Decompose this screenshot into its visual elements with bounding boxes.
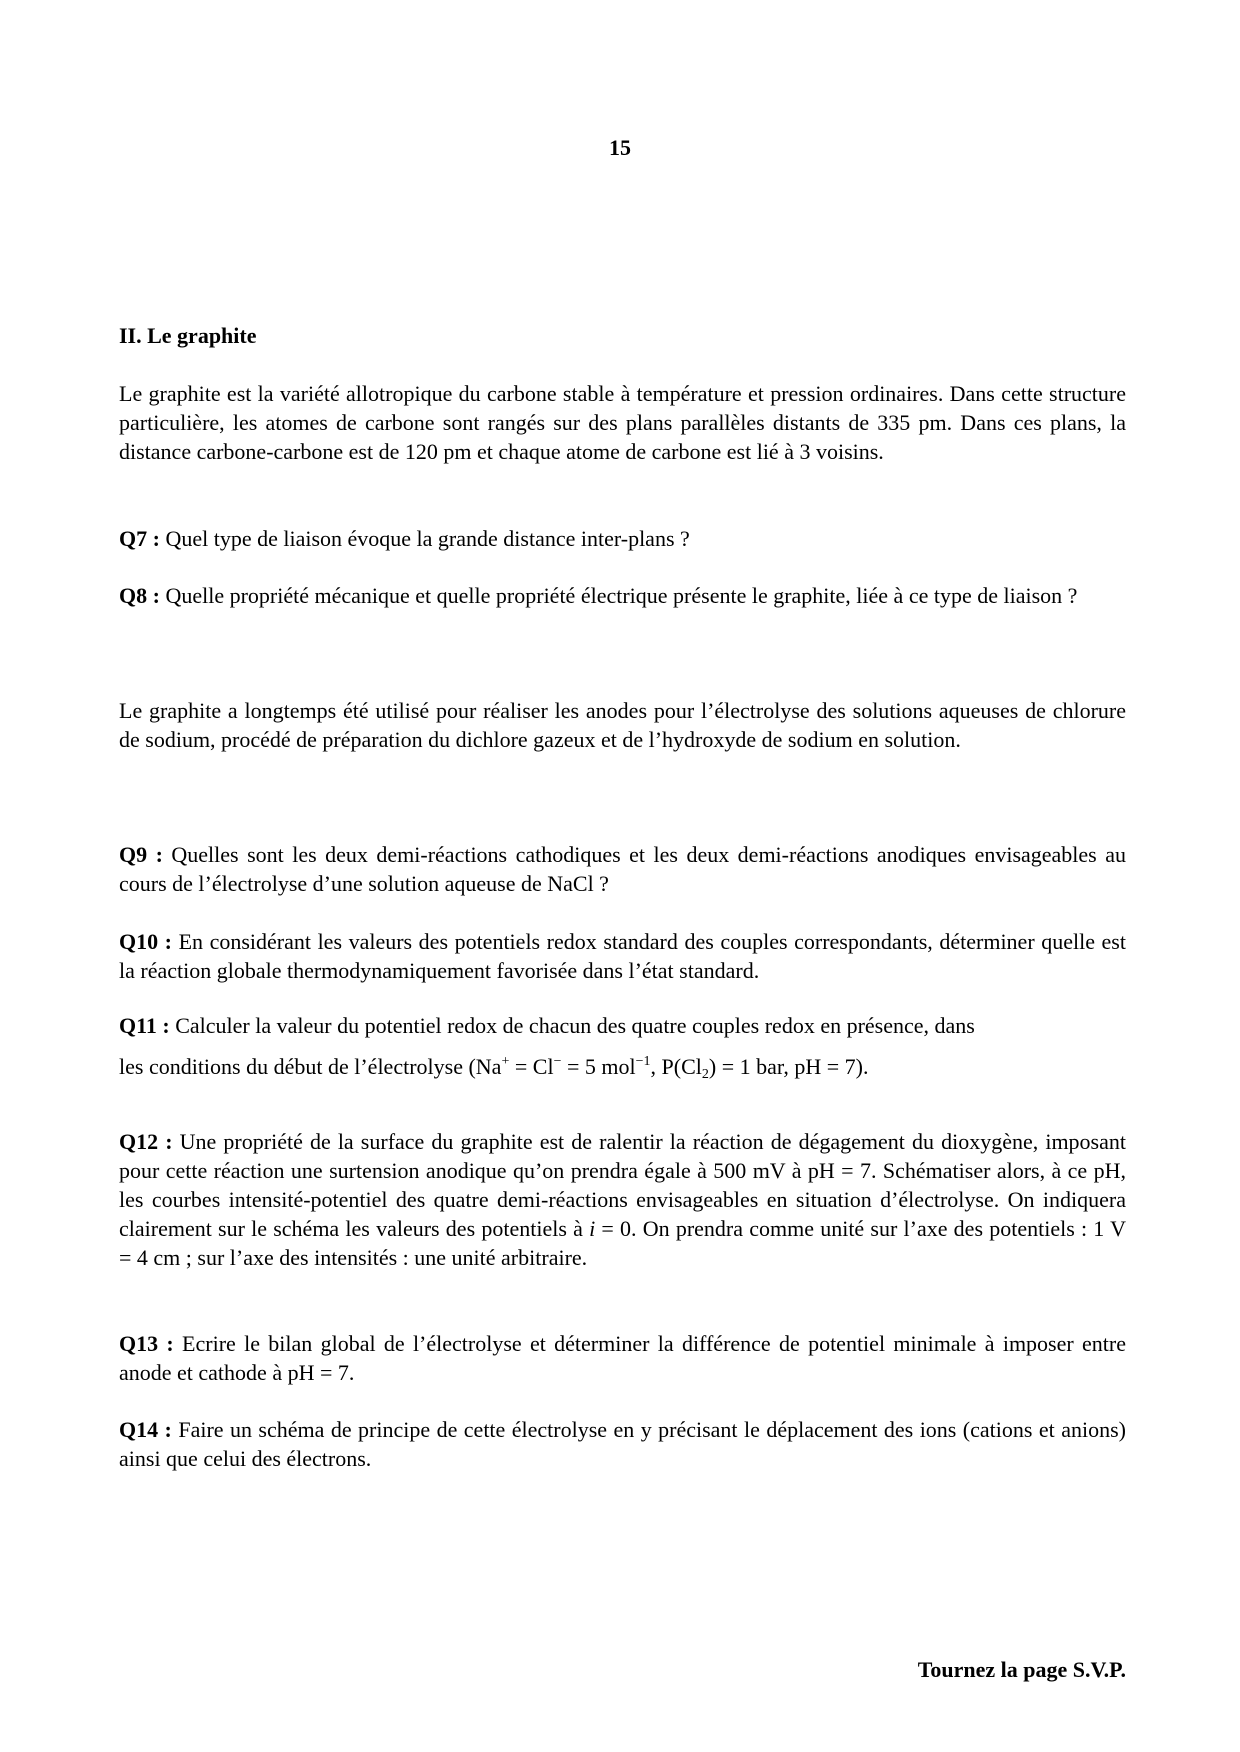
q9-label: Q9 : <box>119 842 163 867</box>
q11-sup-plus: + <box>501 1054 510 1069</box>
page-number: 15 <box>609 135 631 160</box>
q11-label: Q11 : <box>119 1013 170 1038</box>
section-title: II. Le graphite <box>119 323 257 348</box>
q11-sup-exp: −1 <box>635 1054 651 1069</box>
q8-label: Q8 : <box>119 583 160 608</box>
q7-text: Quel type de liaison évoque la grande distance inter-plans ? <box>159 526 690 551</box>
q11-sub-2: 2 <box>701 1067 709 1082</box>
footer-turn-page: Tournez la page S.V.P. <box>917 1657 1126 1682</box>
q13-label: Q13 : <box>119 1331 174 1356</box>
question-q14 <box>119 1415 1126 1473</box>
q12-text-b: = 0. On prendra comme unité sur l’axe des potentiels : 1 V = 4 cm ; sur l’axe des intensités : une unité arbitraire. <box>119 1216 1126 1270</box>
q10-label: Q10 : <box>119 929 173 954</box>
q12-label: Q12 : <box>119 1129 173 1154</box>
q12-text-a: Une propriété de la surface du graphite est de ralentir la réaction de dégagement du dioxygène, imposant pour cette réaction une surtension anodique qu’on prendra égale à 500 mV à pH = 7. Schématiser alors, à ce pH, les courbes intensité-potentiel des quatre demi-réactions envisageables en situation d’électrolyse. On indiquera clairement sur le schéma les valeurs des potentiels à <box>119 1129 1126 1241</box>
intro-paragraph: Le graphite est la variété allotropique du carbone stable à température et pression ordinaires. Dans cette structure particulière, les atomes de carbone sont rangés sur des plans parallèles distants de 335 pm. Dans ces plans, la distance carbone-carbone est de 120 pm et chaque atome de carbone est lié à 3 voisins. <box>119 381 1126 464</box>
question-q11 <box>119 1011 1126 1081</box>
question-q13 <box>119 1329 1126 1387</box>
context-paragraph: Le graphite a longtemps été utilisé pour réaliser les anodes pour l’électrolyse des solutions aqueuses de chlorure de sodium, procédé de préparation du dichlore gazeux et de l’hydroxyde de sodium en solution. <box>119 698 1126 752</box>
question-q10 <box>119 927 1126 985</box>
q10-text: En considérant les valeurs des potentiels redox standard des couples correspondants, déterminer quelle est la réaction globale thermodynamiquement favorisée dans l’état standard. <box>119 929 1126 983</box>
q11-text-a: les conditions du début de l’électrolyse (Na <box>119 1054 502 1079</box>
q11-line2 <box>119 1052 1126 1081</box>
q11-text-b: = Cl <box>509 1054 554 1079</box>
q11-sup-minus: − <box>553 1054 562 1069</box>
q11-text-e: ) = 1 bar, pH = 7). <box>708 1054 869 1079</box>
q9-text: Quelles sont les deux demi-réactions cathodiques et les deux demi-réactions anodiques envisageables au cours de l’électrolyse d’une solution aqueuse de NaCl ? <box>119 842 1126 896</box>
q11-text-d: , P(Cl <box>650 1054 702 1079</box>
question-q7 <box>119 524 1126 553</box>
q13-text: Ecrire le bilan global de l’électrolyse et déterminer la différence de potentiel minimale à imposer entre anode et cathode à pH = 7. <box>119 1331 1126 1385</box>
q11-text-c: = 5 mol <box>561 1054 636 1079</box>
q12-var-i: i <box>589 1216 596 1241</box>
question-q8 <box>119 581 1126 610</box>
question-q9 <box>119 840 1126 898</box>
question-q12 <box>119 1127 1126 1272</box>
q14-label: Q14 : <box>119 1417 172 1442</box>
q11-line1: Calculer la valeur du potentiel redox de chacun des quatre couples redox en présence, dans <box>169 1013 975 1038</box>
q8-text: Quelle propriété mécanique et quelle propriété électrique présente le graphite, liée à ce type de liaison ? <box>159 583 1078 608</box>
q14-text: Faire un schéma de principe de cette électrolyse en y précisant le déplacement des ions (cations et anions) ainsi que celui des électrons. <box>119 1417 1126 1471</box>
q7-label: Q7 : <box>119 526 160 551</box>
